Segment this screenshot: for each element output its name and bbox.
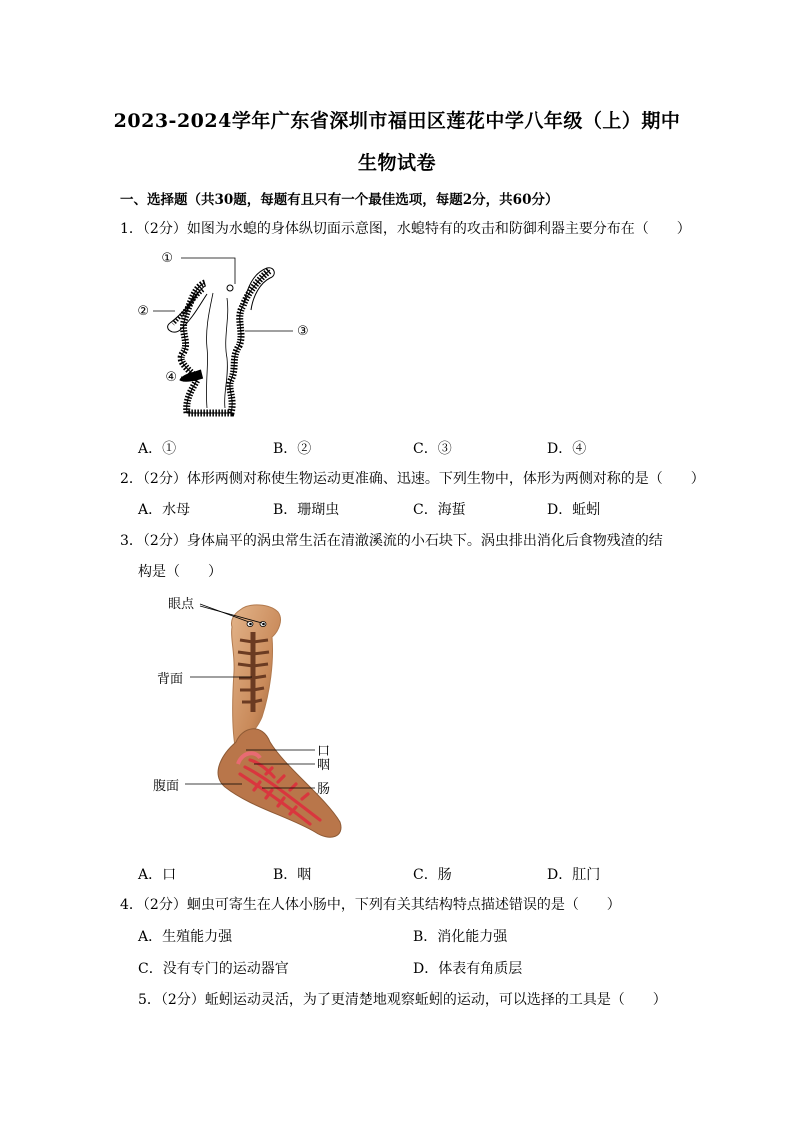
hydra-label-4: ④: [165, 370, 177, 385]
q1-option-d[interactable]: D．④: [547, 441, 587, 457]
q3-option-d[interactable]: D．肛门: [547, 867, 601, 883]
hydra-figure: [135, 248, 315, 423]
hydra-label-3: ③: [297, 324, 309, 339]
flatworm-label-eye: 眼点: [168, 597, 195, 612]
flatworm-label-dorsal: 背面: [157, 672, 184, 687]
question-4-stem: 4．（2分）蛔虫可寄生在人体小肠中，下列有关其结构特点描述错误的是（ ）: [120, 897, 621, 913]
q1-option-c[interactable]: C．③: [413, 441, 452, 457]
q2-option-c[interactable]: C．海蜇: [413, 502, 466, 518]
q1-option-b[interactable]: B．②: [273, 441, 312, 457]
q4-option-c[interactable]: C．没有专门的运动器官: [138, 961, 289, 977]
q3-option-b[interactable]: B．咽: [273, 867, 312, 883]
question-2-stem: 2．（2分）体形两侧对称使生物运动更准确、迅速。下列生物中，体形为两侧对称的是（ ）: [120, 471, 705, 487]
flatworm-label-intestine: 肠: [317, 782, 331, 797]
exam-title-line1: 2023-2024学年广东省深圳市福田区莲花中学八年级（上）期中: [113, 110, 681, 132]
question-3-stem-line2: 构是（ ）: [138, 564, 222, 580]
section-heading: 一、选择题（共30题，每题有且只有一个最佳选项，每题2分，共60分）: [120, 192, 559, 208]
question-1-stem: 1．（2分）如图为水螅的身体纵切面示意图，水螅特有的攻击和防御利器主要分布在（ ）: [120, 221, 691, 237]
q4-option-a[interactable]: A．生殖能力强: [138, 929, 233, 945]
flatworm-label-mouth: 口: [317, 744, 331, 759]
hydra-label-2: ②: [137, 304, 149, 319]
hydra-label-1: ①: [161, 251, 173, 266]
q3-option-a[interactable]: A．口: [138, 867, 177, 883]
flatworm-figure: [150, 592, 350, 847]
q4-option-b[interactable]: B．消化能力强: [413, 929, 508, 945]
q2-option-a[interactable]: A．水母: [138, 502, 191, 518]
q3-option-c[interactable]: C．肠: [413, 867, 452, 883]
q2-option-b[interactable]: B．珊瑚虫: [273, 502, 340, 518]
flatworm-label-pharynx: 咽: [317, 758, 331, 773]
question-3-stem-line1: 3．（2分）身体扁平的涡虫常生活在清澈溪流的小石块下。涡虫排出消化后食物残渣的结: [120, 533, 663, 549]
q2-option-d[interactable]: D．蚯蚓: [547, 502, 601, 518]
flatworm-label-ventral: 腹面: [153, 779, 180, 794]
q1-option-a[interactable]: A．①: [138, 441, 177, 457]
q4-option-d[interactable]: D．体表有角质层: [413, 961, 523, 977]
exam-title-line2: 生物试卷: [357, 152, 436, 174]
question-5-stem: 5．（2分）蚯蚓运动灵活，为了更清楚地观察蚯蚓的运动，可以选择的工具是（ ）: [138, 992, 667, 1008]
